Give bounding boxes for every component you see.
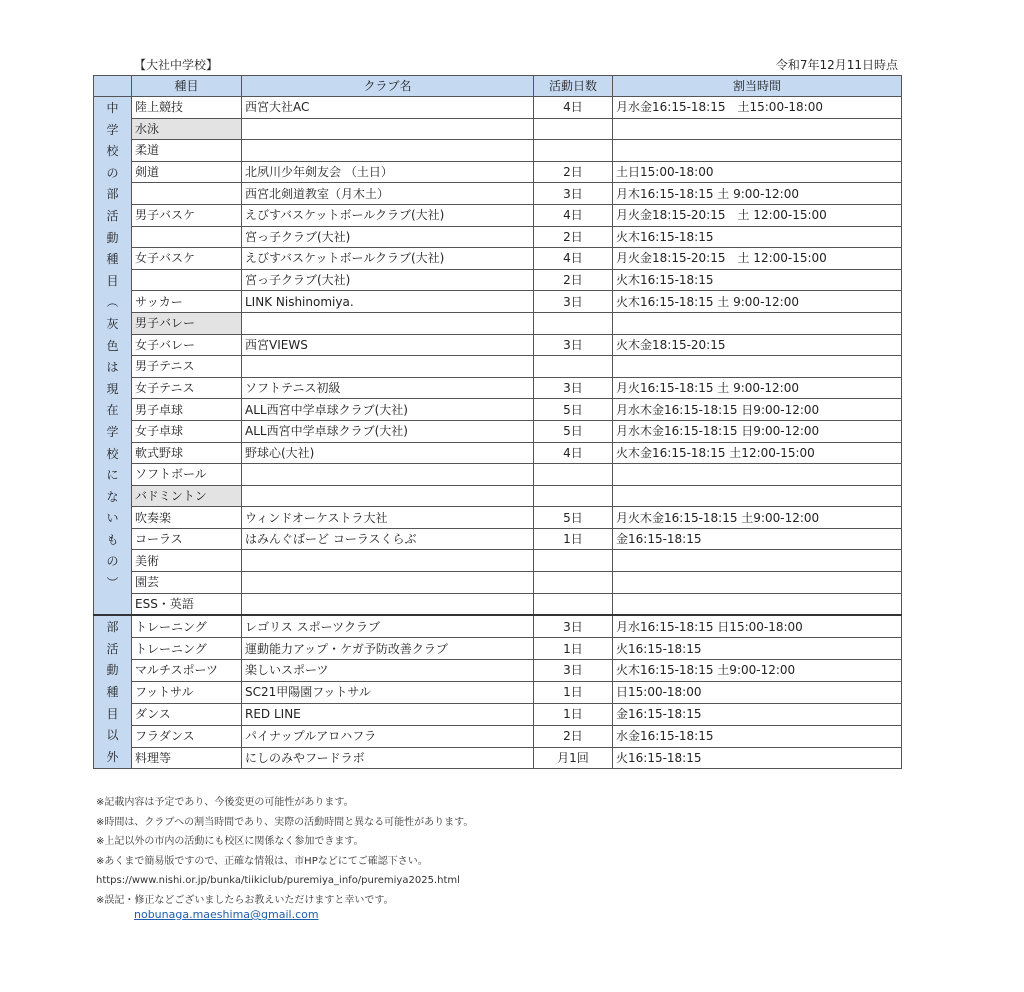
note-line: ※上記以外の市内の活動にも校区に関係なく参加できます。 [96, 836, 364, 848]
days-cell: 月1回 [534, 747, 613, 769]
days-cell: 4日 [534, 204, 613, 226]
days-cell: 4日 [534, 97, 613, 119]
days-cell: 3日 [534, 377, 613, 399]
vertical-char: 活 [106, 208, 119, 223]
vertical-char: 現 [106, 381, 119, 396]
time-cell: 月水木金16:15-18:15 日9:00-12:00 [613, 399, 902, 421]
vertical-char: も [106, 532, 119, 547]
time-cell [613, 312, 902, 334]
club-cell: LINK Nishinomiya. [242, 291, 534, 313]
days-cell: 1日 [534, 681, 613, 703]
contact-email-link[interactable]: nobunaga.maeshima@gmail.com [134, 908, 319, 921]
club-cell: 野球心(大社) [242, 442, 534, 464]
time-cell [613, 464, 902, 486]
vertical-char: 種 [106, 685, 119, 700]
club-cell [242, 485, 534, 507]
vertical-char: に [106, 468, 119, 483]
table-row [94, 334, 902, 356]
club-cell: ALL西宮中学卓球クラブ(大社) [242, 420, 534, 442]
sport-cell [132, 183, 242, 205]
time-cell [613, 593, 902, 615]
table-body [94, 97, 902, 769]
table-row [94, 593, 902, 615]
sport-cell: 水泳 [132, 118, 242, 140]
vertical-char: の [106, 165, 119, 180]
days-cell [534, 572, 613, 594]
table-row [94, 681, 902, 703]
table-row [94, 615, 902, 637]
table-row [94, 97, 902, 119]
vertical-char: 動 [106, 663, 119, 678]
sport-cell: トレーニング [132, 615, 242, 637]
time-cell: 月火木金16:15-18:15 土9:00-12:00 [613, 507, 902, 529]
club-cell [242, 593, 534, 615]
sport-cell: 男子テニス [132, 356, 242, 378]
time-cell: 火16:15-18:15 [613, 747, 902, 769]
sport-cell: 女子バスケ [132, 248, 242, 270]
note-line: https://www.nishi.or.jp/bunka/tiikiclub/puremiya_info/puremiya2025.html [96, 875, 460, 887]
days-cell [534, 464, 613, 486]
sport-cell: バドミントン [132, 485, 242, 507]
days-cell: 4日 [534, 442, 613, 464]
header-sport: 種目 [132, 76, 242, 97]
sport-cell: 剣道 [132, 161, 242, 183]
days-cell: 5日 [534, 399, 613, 421]
time-cell: 月火16:15-18:15 土 9:00-12:00 [613, 377, 902, 399]
time-cell: 水金16:15-18:15 [613, 725, 902, 747]
days-cell: 5日 [534, 420, 613, 442]
days-cell: 1日 [534, 528, 613, 550]
days-cell: 3日 [534, 183, 613, 205]
sport-cell: 軟式野球 [132, 442, 242, 464]
time-cell: 月火金18:15-20:15 土 12:00-15:00 [613, 248, 902, 270]
vertical-char: 中 [106, 101, 119, 115]
days-cell [534, 140, 613, 162]
table-row [94, 572, 902, 594]
club-cell: えびすバスケットボールクラブ(大社) [242, 248, 534, 270]
vertical-char: 目 [106, 706, 119, 721]
sport-cell: コーラス [132, 528, 242, 550]
sport-cell: マルチスポーツ [132, 660, 242, 682]
table-row [94, 747, 902, 769]
vertical-char: 種 [106, 252, 119, 267]
club-cell: ALL西宮中学卓球クラブ(大社) [242, 399, 534, 421]
time-cell: 火木16:15-18:15 土9:00-12:00 [613, 660, 902, 682]
club-cell [242, 312, 534, 334]
time-cell [613, 356, 902, 378]
time-cell: 火木16:15-18:15 [613, 269, 902, 291]
time-cell: 月水金16:15-18:15 土15:00-18:00 [613, 97, 902, 119]
club-cell: RED LINE [242, 703, 534, 725]
vertical-char: 在 [106, 403, 119, 418]
days-cell [534, 356, 613, 378]
days-cell: 2日 [534, 725, 613, 747]
time-cell [613, 140, 902, 162]
table-row [94, 377, 902, 399]
vertical-char: ︶ [106, 576, 119, 591]
vertical-char: な [106, 489, 119, 504]
table-row [94, 420, 902, 442]
club-cell [242, 118, 534, 140]
sport-cell: 男子バスケ [132, 204, 242, 226]
header-blank [94, 76, 132, 97]
sport-cell [132, 226, 242, 248]
section-label-other-activities-text [97, 616, 128, 768]
table-row [94, 528, 902, 550]
table-row [94, 442, 902, 464]
days-cell [534, 312, 613, 334]
vertical-char: の [106, 554, 119, 569]
sport-cell: サッカー [132, 291, 242, 313]
sport-cell: 女子テニス [132, 377, 242, 399]
time-cell: 火木16:15-18:15 土 9:00-12:00 [613, 291, 902, 313]
club-cell: 西宮北剣道教室（月木土） [242, 183, 534, 205]
header-club: クラブ名 [242, 76, 534, 97]
time-cell: 火木16:15-18:15 [613, 226, 902, 248]
time-cell: 日15:00-18:00 [613, 681, 902, 703]
header-time: 割当時間 [613, 76, 902, 97]
vertical-char: 部 [106, 187, 119, 202]
table-row [94, 161, 902, 183]
time-cell: 金16:15-18:15 [613, 528, 902, 550]
time-cell [613, 485, 902, 507]
sport-cell: ESS・英語 [132, 593, 242, 615]
section-label-school-clubs [94, 97, 132, 616]
days-cell: 2日 [534, 269, 613, 291]
club-cell: パイナップルアロハフラ [242, 725, 534, 747]
club-cell: 宮っ子クラブ(大社) [242, 226, 534, 248]
time-cell [613, 118, 902, 140]
time-cell [613, 572, 902, 594]
club-cell [242, 464, 534, 486]
days-cell: 5日 [534, 507, 613, 529]
table-row [94, 356, 902, 378]
table-row [94, 550, 902, 572]
section-label-other-activities [94, 615, 132, 769]
table-row [94, 660, 902, 682]
table-row [94, 507, 902, 529]
days-cell: 2日 [534, 226, 613, 248]
days-cell [534, 550, 613, 572]
days-cell [534, 593, 613, 615]
sport-cell: ダンス [132, 703, 242, 725]
days-cell: 3日 [534, 334, 613, 356]
club-cell: えびすバスケットボールクラブ(大社) [242, 204, 534, 226]
days-cell [534, 485, 613, 507]
club-cell [242, 572, 534, 594]
vertical-char: 校 [106, 144, 119, 159]
club-cell: にしのみやフードラボ [242, 747, 534, 769]
footnotes [96, 793, 473, 911]
vertical-char: 活 [106, 641, 119, 656]
club-cell [242, 356, 534, 378]
header-days: 活動日数 [534, 76, 613, 97]
club-cell: 西宮大社AC [242, 97, 534, 119]
vertical-char: 外 [106, 749, 119, 764]
sport-cell: フラダンス [132, 725, 242, 747]
days-cell [534, 118, 613, 140]
vertical-char: 色 [106, 338, 119, 353]
days-cell: 1日 [534, 638, 613, 660]
club-cell: 運動能力アップ・ケガ予防改善クラブ [242, 638, 534, 660]
sport-cell: 陸上競技 [132, 97, 242, 119]
table-row [94, 118, 902, 140]
note-line: ※誤記・修正などございましたらお教えいただけますと幸いです。 [96, 894, 394, 906]
table-row [94, 204, 902, 226]
days-cell: 4日 [534, 248, 613, 270]
table-row [94, 248, 902, 270]
club-cell [242, 550, 534, 572]
time-cell: 月水木金16:15-18:15 日9:00-12:00 [613, 420, 902, 442]
sport-cell: 男子バレー [132, 312, 242, 334]
club-cell: 北夙川少年剣友会 （土日） [242, 161, 534, 183]
table-row [94, 312, 902, 334]
vertical-char: 以 [106, 728, 119, 743]
sport-cell [132, 269, 242, 291]
time-cell: 月木16:15-18:15 土 9:00-12:00 [613, 183, 902, 205]
table-row [94, 725, 902, 747]
table-row [94, 703, 902, 725]
sport-cell: 料理等 [132, 747, 242, 769]
note-line: ※あくまで簡易版ですので、正確な情報は、市HPなどにてご確認下さい。 [96, 855, 428, 867]
vertical-char: 部 [106, 620, 119, 635]
vertical-char: は [106, 360, 119, 375]
sport-cell: トレーニング [132, 638, 242, 660]
club-cell: 楽しいスポーツ [242, 660, 534, 682]
days-cell: 3日 [534, 615, 613, 637]
club-cell: 西宮VIEWS [242, 334, 534, 356]
vertical-char: 学 [106, 122, 119, 137]
table-row [94, 485, 902, 507]
club-cell: ウィンドオーケストラ大社 [242, 507, 534, 529]
sport-cell: 男子卓球 [132, 399, 242, 421]
table-row [94, 464, 902, 486]
time-cell [613, 550, 902, 572]
sport-cell: 柔道 [132, 140, 242, 162]
note-line: ※時間は、クラブへの割当時間であり、実際の活動時間と異なる可能性があります。 [96, 816, 474, 828]
vertical-char: 灰 [106, 316, 119, 331]
sport-cell: 女子卓球 [132, 420, 242, 442]
sport-cell: 園芸 [132, 572, 242, 594]
as-of-date: 令和7年12月11日時点 [775, 58, 898, 72]
time-cell: 火木金18:15-20:15 [613, 334, 902, 356]
sport-cell: 美術 [132, 550, 242, 572]
days-cell: 2日 [534, 161, 613, 183]
note-line: ※記載内容は予定であり、今後変更の可能性があります。 [96, 797, 354, 808]
time-cell: 月火金18:15-20:15 土 12:00-15:00 [613, 204, 902, 226]
vertical-char: い [106, 511, 119, 526]
time-cell: 火木金16:15-18:15 土12:00-15:00 [613, 442, 902, 464]
days-cell: 3日 [534, 291, 613, 313]
days-cell: 1日 [534, 703, 613, 725]
vertical-char: 学 [106, 424, 119, 439]
sport-cell: 女子バレー [132, 334, 242, 356]
club-cell: SC21甲陽園フットサル [242, 681, 534, 703]
table-row [94, 226, 902, 248]
vertical-char: 校 [106, 446, 119, 461]
table-row [94, 140, 902, 162]
club-cell: ソフトテニス初級 [242, 377, 534, 399]
section-label-school-clubs-text [97, 97, 128, 595]
club-cell: 宮っ子クラブ(大社) [242, 269, 534, 291]
vertical-char: 目 [106, 273, 119, 288]
school-name: 【大社中学校】 [134, 58, 219, 72]
sport-cell: ソフトボール [132, 464, 242, 486]
table-header-row [94, 76, 902, 97]
club-cell: レゴリス スポーツクラブ [242, 615, 534, 637]
club-cell: はみんぐばーど コーラスくらぶ [242, 528, 534, 550]
club-schedule-table [93, 75, 902, 769]
sport-cell: フットサル [132, 681, 242, 703]
vertical-char: ︵ [106, 295, 119, 310]
time-cell: 火16:15-18:15 [613, 638, 902, 660]
table-row [94, 638, 902, 660]
vertical-char: 動 [106, 230, 119, 245]
days-cell: 3日 [534, 660, 613, 682]
time-cell: 月水16:15-18:15 日15:00-18:00 [613, 615, 902, 637]
time-cell: 金16:15-18:15 [613, 703, 902, 725]
table-row [94, 269, 902, 291]
table-row [94, 291, 902, 313]
sport-cell: 吹奏楽 [132, 507, 242, 529]
table-row [94, 183, 902, 205]
time-cell: 土日15:00-18:00 [613, 161, 902, 183]
club-cell [242, 140, 534, 162]
table-row [94, 399, 902, 421]
